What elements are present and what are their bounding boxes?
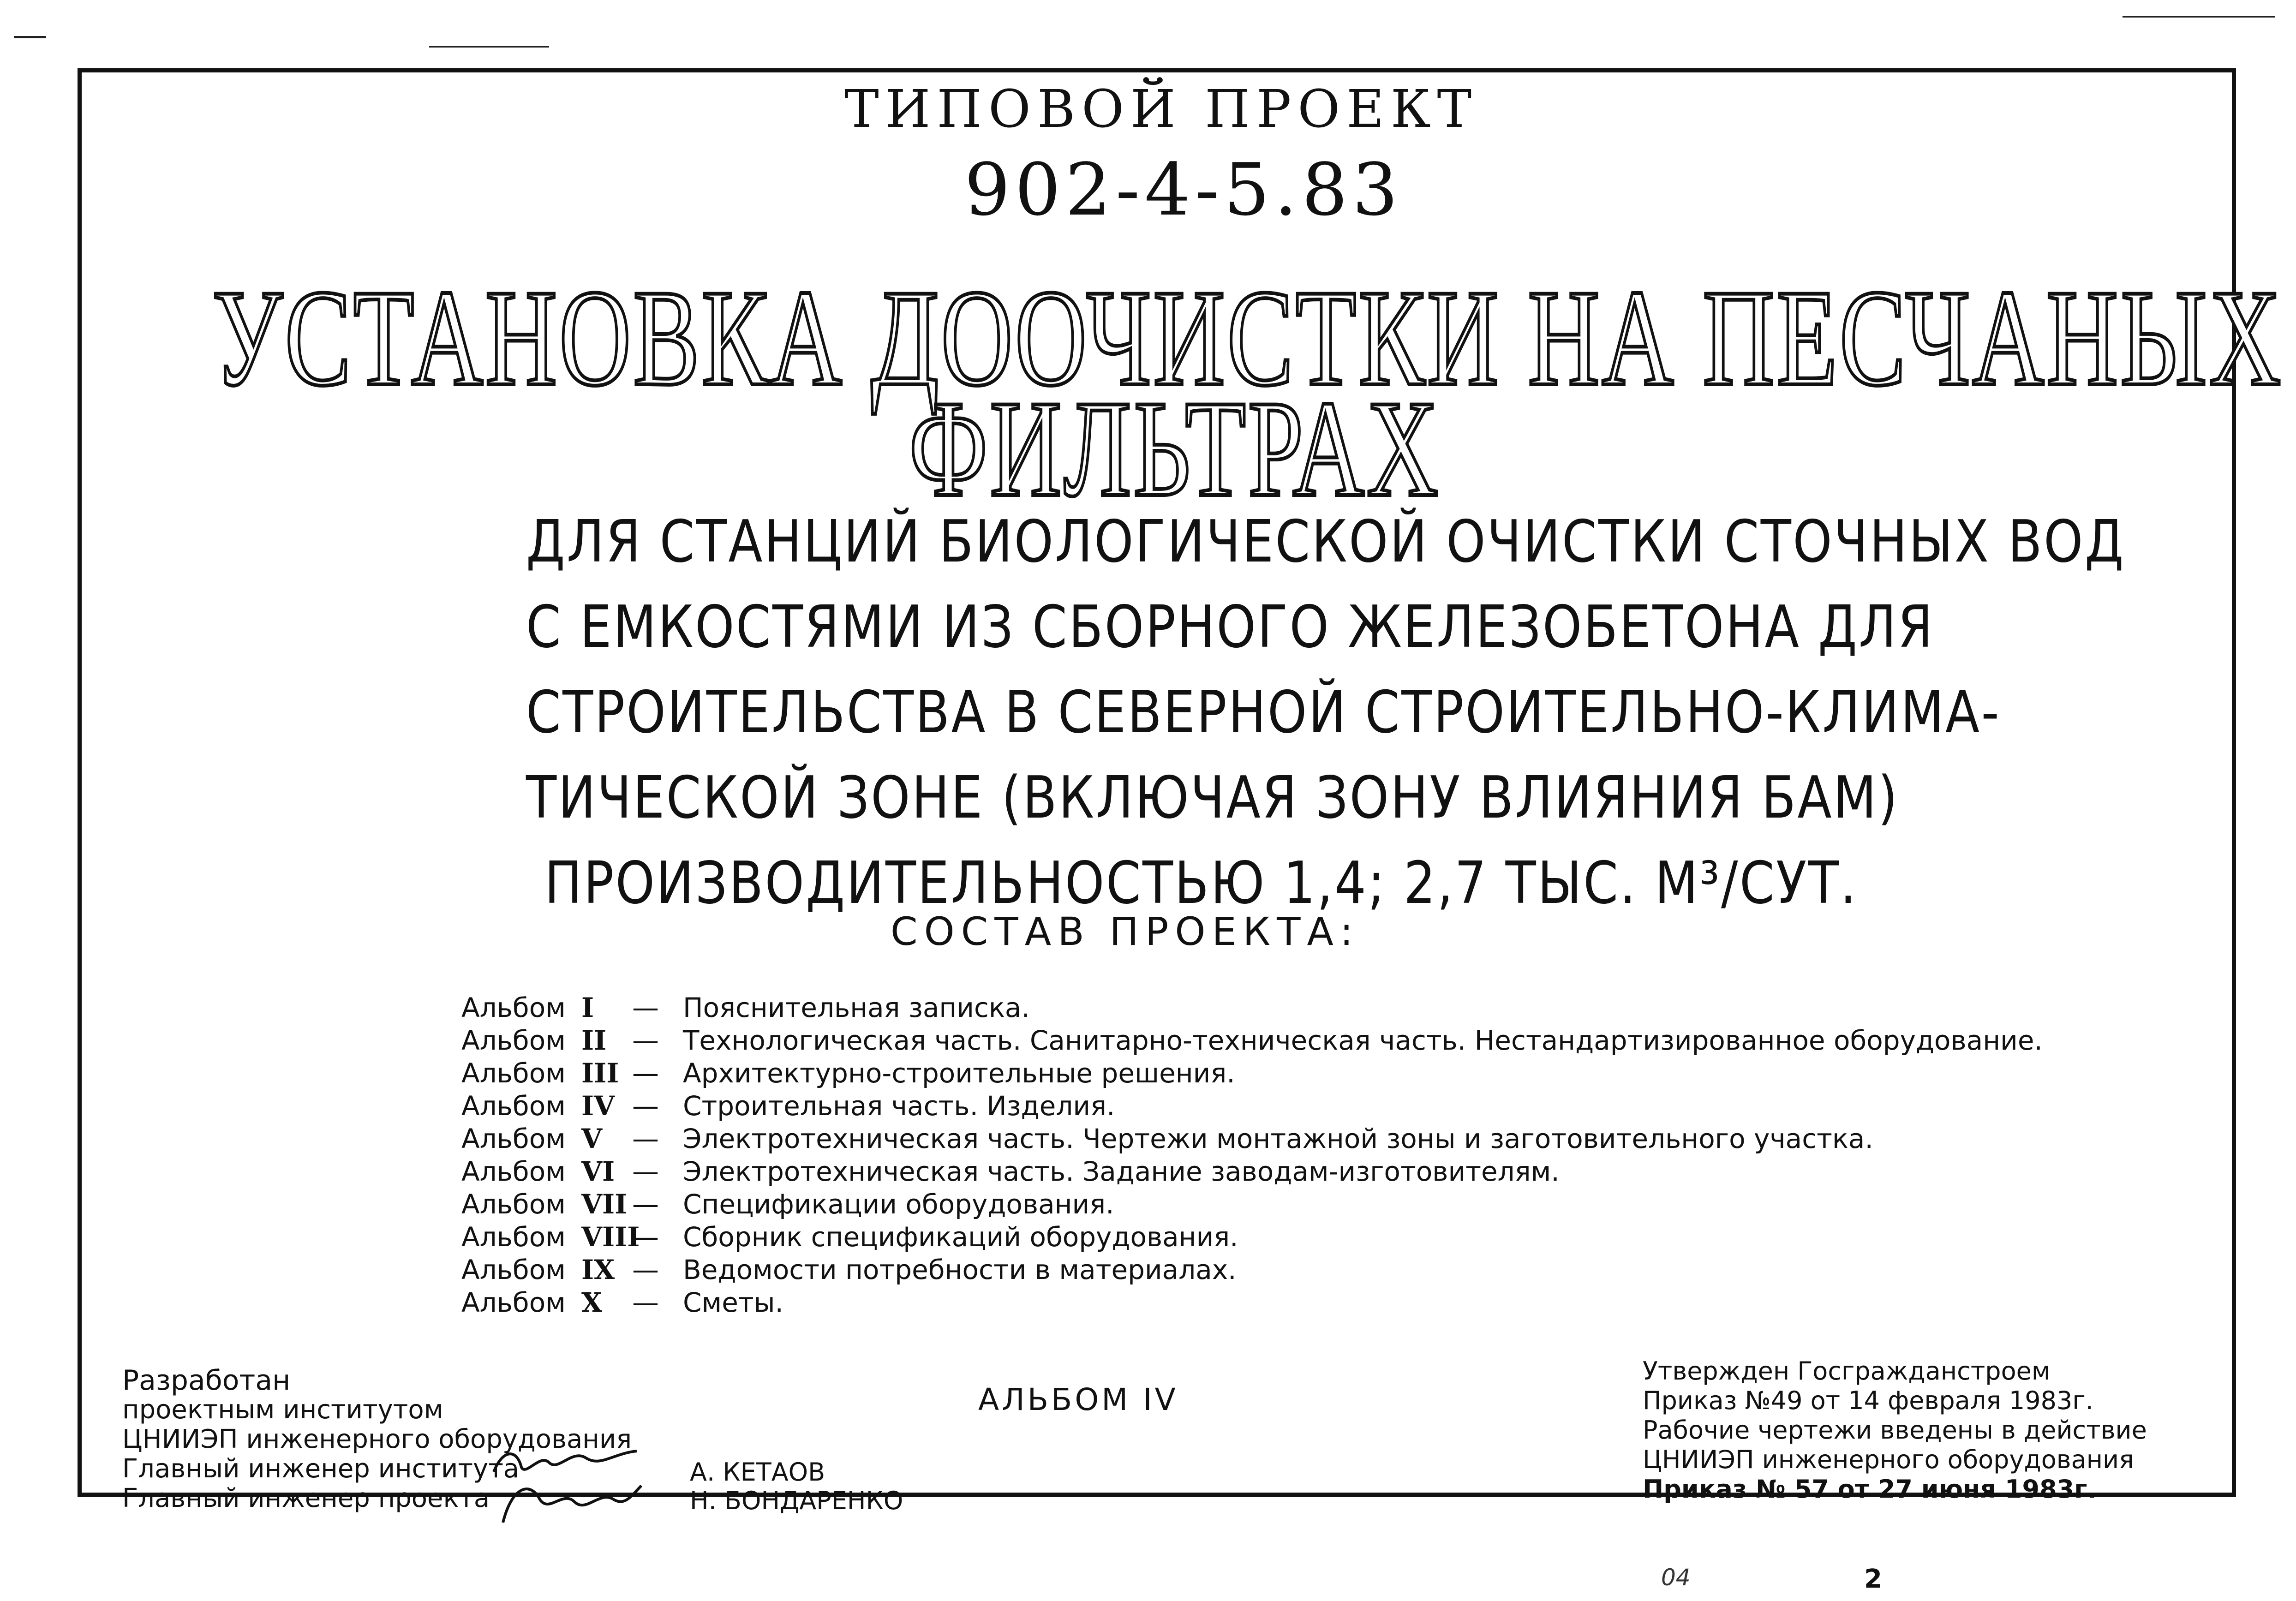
composition-heading: СОСТАВ ПРОЕКТА: — [891, 909, 1360, 954]
scan-mark-top-right — [2123, 16, 2275, 18]
developer-institute-line: проектным институтом — [122, 1395, 443, 1425]
subtitle-line-1: ДЛЯ СТАНЦИЙ БИОЛОГИЧЕСКОЙ ОЧИСТКИ СТОЧНЫХ ВОД — [526, 508, 2125, 575]
signatory-names — [690, 1458, 903, 1515]
project-number: 902-4-5.83 — [964, 148, 1403, 232]
approval-line-1: Утвержден Госгражданстроем — [1643, 1356, 2051, 1386]
signature-chief-project — [494, 1476, 651, 1527]
scan-mark-top — [429, 46, 549, 48]
approval-line-4: ЦНИИЭП инженерного оборудования — [1643, 1445, 2134, 1474]
chief-engineer-project-label: Главный инженер проекта — [122, 1483, 490, 1513]
approval-block — [1643, 1356, 2147, 1504]
current-album-label: АЛЬБОМ IV — [978, 1382, 1178, 1417]
scan-mark-top-left — [14, 36, 46, 38]
page-number: 2 — [1864, 1564, 1882, 1594]
chief-engineer-project-name: Н. БОНДАРЕНКО — [690, 1486, 903, 1515]
subtitle-line-2: С ЕМКОСТЯМИ ИЗ СБОРНОГО ЖЕЛЕЗОБЕТОНА ДЛЯ — [526, 593, 1934, 661]
subtitle-line-3: СТРОИТЕЛЬСТВА В СЕВЕРНОЙ СТРОИТЕЛЬНО-КЛИМА- — [526, 678, 2001, 746]
developer-institute-name: ЦНИИЭП инженерного оборудования — [122, 1424, 632, 1454]
signature-chief-institute — [489, 1444, 646, 1481]
developer-heading: Разработан — [122, 1364, 291, 1397]
approval-line-2: Приказ №49 от 14 февраля 1983г. — [1643, 1386, 2093, 1415]
footer-code: 04 — [1661, 1564, 1691, 1591]
chief-engineer-institute-label: Главный инженер института — [122, 1454, 520, 1484]
project-type-label: ТИПОВОЙ ПРОЕКТ — [844, 79, 1478, 139]
main-title-line-1: УСТАНОВКА ДООЧИСТКИ НА ПЕСЧАНЫХ — [212, 261, 2283, 414]
subtitle-line-5: ПРОИЗВОДИТЕЛЬНОСТЬЮ 1,4; 2,7 ТЫС. М³/СУТ. — [544, 849, 1858, 917]
main-title-line-2: ФИЛЬТРАХ — [909, 372, 1441, 525]
approval-line-3: Рабочие чертежи введены в действие — [1643, 1416, 2147, 1445]
chief-engineer-institute-name: А. КЕТАОВ — [690, 1458, 825, 1487]
subtitle-line-4: ТИЧЕСКОЙ ЗОНЕ (ВКЛЮЧАЯ ЗОНУ ВЛИЯНИЯ БАМ) — [526, 764, 1899, 831]
approval-line-5: Приказ № 57 от 27 июня 1983г. — [1643, 1475, 2097, 1504]
